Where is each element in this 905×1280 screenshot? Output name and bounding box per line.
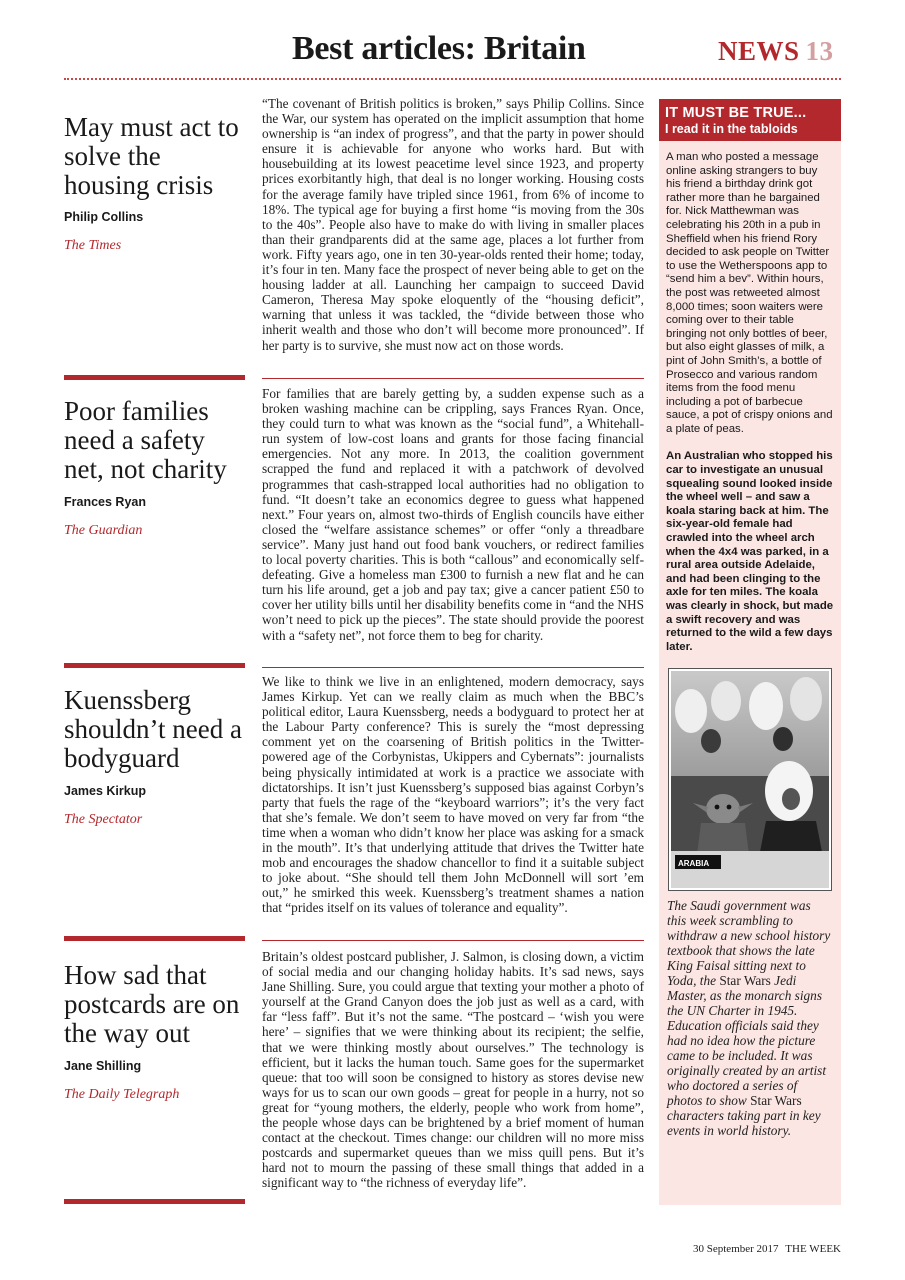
section-name: NEWS — [718, 36, 800, 66]
article-divider-bar — [64, 936, 245, 941]
sidebar-subtitle: I read it in the tabloids — [665, 122, 798, 136]
article-body: “The covenant of British politics is broken,” says Philip Collins. Since the War, our system has operated on the implicit assumption that home ownership is “an index of progress”, and that the party in power should ensure it is achievable for anyone who works hard. But with housebuilding at its lowest peacetime level since 1923, and property prices exorbitantly high, that deal is no longer working. Housing costs for the average family have tripled since 1961, from 6% of income to 18%. The typical age for buying a first home “is moving from the 30s to the 40s”. People also have to make do with living in smaller places than their grandparents did at the same age, places a lot further from work. Fifty years ago, one in ten 30-year-olds rented their home; today, it’s four in ten. Many face the prospect of never being able to get on the housing ladder at all. Launching her campaign to succeed David Cameron, Theresa May spoke eloquently of the “housing deficit”, warning that unless it was tackled, the “divide between those who inherit wealth and those who don’t will become more pronounced”. If her party is to survive, she must now act on those words. — [262, 96, 644, 353]
caption-part: characters taking part in key events in world history. — [667, 1108, 821, 1139]
issue-date: 30 September 2017 — [693, 1243, 779, 1255]
article-author: Philip Collins — [64, 210, 144, 224]
caption-film-title: Star Wars — [719, 973, 771, 989]
article-body: We like to think we live in an enlightened, modern democracy, says James Kirkup. Yet can we really claim as much when the BBC’s political editor, Laura Kuenssberg, needs a bodyguard to protect her at the Labour Party conference? This is surely the “most depressing comment yet on the coarsening of British politics in the Twitter-powered age of the Corbynistas, Ukippers and Cybernats”: journalists being physically intimidated at work is a practice we associate with dictatorships. It isn’t just Kuenssberg’s supposed bias against Corbyn’s party that fuels the rage of the “keyboard warriors”; it’s the very fact that she’s female. We don’t seem to have moved on very far from “the time when a woman who didn’t know her place was asking for a smack in the mouth”. It’s that underlying attitude that drives the Twitter hate mob and encourages the shadow chancellor to find it a suitable subject to joke about. “She should tell them John McDonnell will sort ’em out,” he smirked this week. Kuenssberg’s treatment shames a nation that “prides itself on its values of tolerance and equality”. — [262, 674, 644, 916]
article-divider-bar — [64, 663, 245, 668]
article-divider — [262, 667, 644, 668]
article-publication: The Daily Telegraph — [64, 1087, 180, 1102]
sidebar-story-pub: A man who posted a message online asking strangers to buy his friend a birthday drink got rather more than he bargained for. Nick Matthewman was celebrating his 20th in a pub in Sheffield when his friend Rory decided to ask people on Twitter to use the Wetherspoons app to “send him a bev”. Within hours, the post was retweeted almost 8,000 times; soon waiters were coming over to their table bringing not only bottles of beer, but also eight glasses of milk, a pint of John Smith’s, a bottle of Prosecco and various random items from the food menu including a pot of barbecue sauce, a pot of crispy onions and a plate of peas. — [666, 151, 833, 435]
article-divider-bar — [64, 1199, 245, 1204]
page-title: Best articles: Britain — [292, 30, 586, 67]
article-kuenssberg — [64, 672, 644, 944]
sidebar-title: IT MUST BE TRUE... — [665, 105, 807, 121]
article-headline: How sad that postcards are on the way out — [64, 960, 240, 1048]
article-divider — [262, 940, 644, 941]
article-headline: Poor families need a safety net, not charity — [64, 396, 227, 484]
page-footer — [693, 1243, 841, 1255]
photo-caption — [659, 891, 841, 1138]
caption-film-title: Star Wars — [750, 1093, 802, 1109]
article-postcards — [64, 947, 644, 1209]
article-body: For families that are barely getting by, a sudden expense such as a broken washing machine can be crippling, says Frances Ryan. Once, they could turn to what was known as the “social fund”, a Whitehall-run system of low-cost loans and grants for those facing financial emergencies. Not any more. In 2013, the coalition government scrapped the fund and replaced it with a patchwork of devolved programmes that cash-strapped local authorities had no obligation to fund. “It doesn’t take an economics degree to guess what happened next.” Four years on, almost two-thirds of English councils have either closed the “welfare assistance schemes” or offer “only a threadbare service”. Many just hand out food bank vouchers, or redirect families to local poverty charities. This is both “callous” and economically self-defeating. Give a homeless man £300 to furnish a new flat and he can turn his life around, get a job and pay tax; give a cancer patient £50 to cover her utility bills until her disability benefits come in “and the NHS won’t need to pick up the pieces”. The state should provide the poorest with a “safety net”, not force them to beg for charity. — [262, 386, 644, 643]
article-publication: The Guardian — [64, 523, 143, 538]
article-publication: The Times — [64, 238, 122, 253]
sidebar-header — [659, 99, 841, 141]
caption-part: The Saudi government was this week scrambling to withdraw a new school history textbook that shows the late King Faisal sitting next to Yoda, the — [667, 898, 831, 989]
article-divider — [262, 378, 644, 379]
sidebar-tabloids — [659, 99, 841, 1205]
article-divider-bar — [64, 375, 245, 380]
caption-part: Jedi Master, as the monarch signs the UN Charter in 1945. Education officials said they had no idea how the picture came to be included. It was originally created by an artist who doctored a series of photos to show — [667, 973, 827, 1109]
yoda-king-faisal-photo — [668, 668, 832, 891]
article-body: Britain’s oldest postcard publisher, J. Salmon, is closing down, a victim of social media and our changing holiday habits. It’s sad news, says Jane Shilling. Sure, you could argue that texting your mother a photo of yourself at the Grand Canyon does the job just as well as a card, with far “less faff”. But it’s not the same. “The postcard – ‘wish you were here’ – signifies that we were thinking about its recipient; the selfie, that we were thinking mostly about ourselves.” The technology is efficient, but it lacks the human touch. Same goes for the supermarket queue: that too will soon be consigned to history as stores devise new ways for us to scan our own goods – great for people in a hurry, not so great for “young mothers, the elderly, people who work from home”, the people whose days can be brightened by a brief moment of human contact at the checkout. Times change: our children will no more miss postcards and supermarket queues than we miss quill pens. But it’s hard not to mourn the passing of these small things that added in a significant way to “the richness of everyday life”. — [262, 949, 644, 1191]
magazine-name: THE WEEK — [785, 1243, 841, 1255]
header-divider — [64, 78, 841, 80]
photo-illustration — [671, 671, 829, 888]
article-author: Jane Shilling — [64, 1059, 142, 1073]
page-number: 13 — [805, 36, 834, 66]
sidebar-story-koala: An Australian who stopped his car to investigate an unusual squealing sound looked inside the wheel well – and saw a koala staring back at him. The six-year-old female had crawled into the wheel arch when the 4x4 was parked, in a rural area outside Adelaide, and had been clinging to the axle for ten miles. The koala was clearly in shock, but made a swift recovery and was returned to the wild a few days later. — [666, 450, 834, 653]
article-author: James Kirkup — [64, 784, 146, 798]
article-housing — [64, 96, 644, 381]
article-publication: The Spectator — [64, 812, 143, 827]
article-safety-net — [64, 384, 644, 669]
article-author: Frances Ryan — [64, 495, 146, 509]
section-label — [718, 36, 834, 67]
photo-nameplate: ARABIA — [678, 859, 710, 869]
article-headline: May must act to solve the housing crisis — [64, 112, 239, 200]
article-headline: Kuenssberg shouldn’t need a bodyguard — [64, 685, 242, 773]
